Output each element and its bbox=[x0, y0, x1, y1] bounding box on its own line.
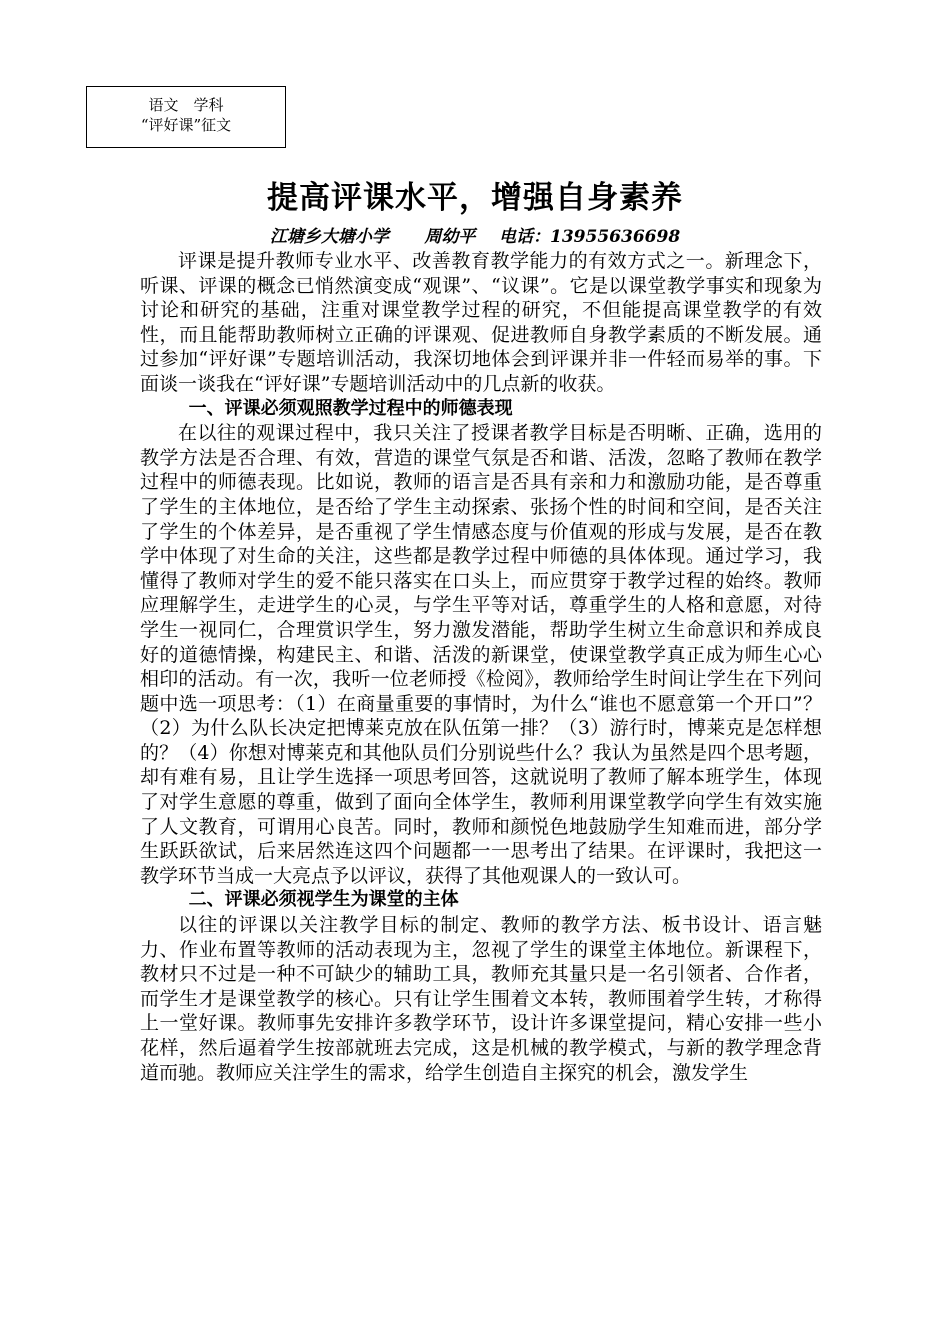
essay-category-label: “评好课”征文 bbox=[140, 116, 232, 134]
section-2-paragraph: 以往的评课以关注教学目标的制定、教师的教学方法、板书设计、语言魅力、作业布置等教师的活动表现为主，忽视了学生的课堂主体地位。新课程下，教材只不过是一种不可缺少的辅助工具，教师充其量只是一名引领者、合作者，而学生才是课堂教学的核心。只有让学生围着文本转，教师围着学生转，才称得上一堂好课。教师事先安排许多教学环节，设计许多课堂提问，精心安排一些小花样，然后逼着学生按部就班去完成，这是机械的教学模式，与新的教学理念背道而驰。教师应关注学生的需求，给学生创造自主探究的机会，激发学生 bbox=[140, 914, 822, 1084]
section-heading-2: 二、评课必须视学生为课堂的主体 bbox=[188, 889, 459, 911]
author-byline: 江塘乡大塘小学 周幼平 电话：13955636698 bbox=[269, 227, 681, 247]
section-1-paragraph: 在以往的观课过程中，我只关注了授课者教学目标是否明晰、正确，选用的教学方法是否合理、有效，营造的课堂气氛是否和谐、活泼，忽略了教师在教学过程中的师德表现。比如说，教师的语言是否具有亲和力和激励功能，是否尊重了学生的主体地位，是否给了学生主动探索、张扬个性的时间和空间，是否关注了学生的个体差异，是否重视了学生情感态度与价值观的形成与发展，是否在教学中体现了对生命的关注，这些都是教学过程中师德的具体体现。通过学习，我懂得了教师对学生的爱不能只落实在口头上，而应贯穿于教学过程的始终。教师应理解学生，走进学生的心灵，与学生平等对话，尊重学生的人格和意愿，对待学生一视同仁，合理赏识学生，努力激发潜能，帮助学生树立生命意识和养成良好的道德情操，构建民主、和谐、活泼的新课堂，使课堂教学真正成为师生心心相印的活动。有一次，我听一位老师授《检阅》，教师给学生时间让学生在下列问题中选一项思考：（1）在商量重要的事情时，为什么“谁也不愿意第一个开口”？（2）为什么队长决定把博莱克放在队伍第一排？（3）游行时，博莱克是怎样想的？（4）你想对博莱克和其他队员们分别说些什么？我认为虽然是四个思考题，却有难有易，且让学生选择一项思考回答，这就说明了教师了解本班学生，体现了对学生意愿的尊重，做到了面向全体学生，教师利用课堂教学向学生有效实施了人文教育，可谓用心良苦。同时，教师和颜悦色地鼓励学生知难而进，部分学生跃跃欲试，后来居然连这四个问题都一一思考出了结果。在评课时，我把这一教学环节当成一大亮点予以评议，获得了其他观课人的一致认可。 bbox=[140, 422, 822, 887]
intro-paragraph: 评课是提升教师专业水平、改善教育教学能力的有效方式之一。新理念下，听课、评课的概念已悄然演变成“观课”、“议课”。它是以课堂教学事实和现象为讨论和研究的基础，注重对课堂教学过程的研究，不但能提高课堂教学的有效性，而且能帮助教师树立正确的评课观、促进教师自身教学素质的不断发展。通过参加“评好课”专题培训活动，我深切地体会到评课并非一件轻而易举的事。下面谈一谈我在“评好课”专题培训活动中的几点新的收获。 bbox=[140, 250, 822, 395]
article-title: 提高评课水平，增强自身素养 bbox=[267, 180, 683, 216]
subject-label: 语文 学科 bbox=[148, 96, 224, 114]
article-body bbox=[140, 249, 822, 1085]
section-heading-1: 一、评课必须观照教学过程中的师德表现 bbox=[188, 397, 513, 419]
subject-label-box bbox=[86, 86, 286, 148]
